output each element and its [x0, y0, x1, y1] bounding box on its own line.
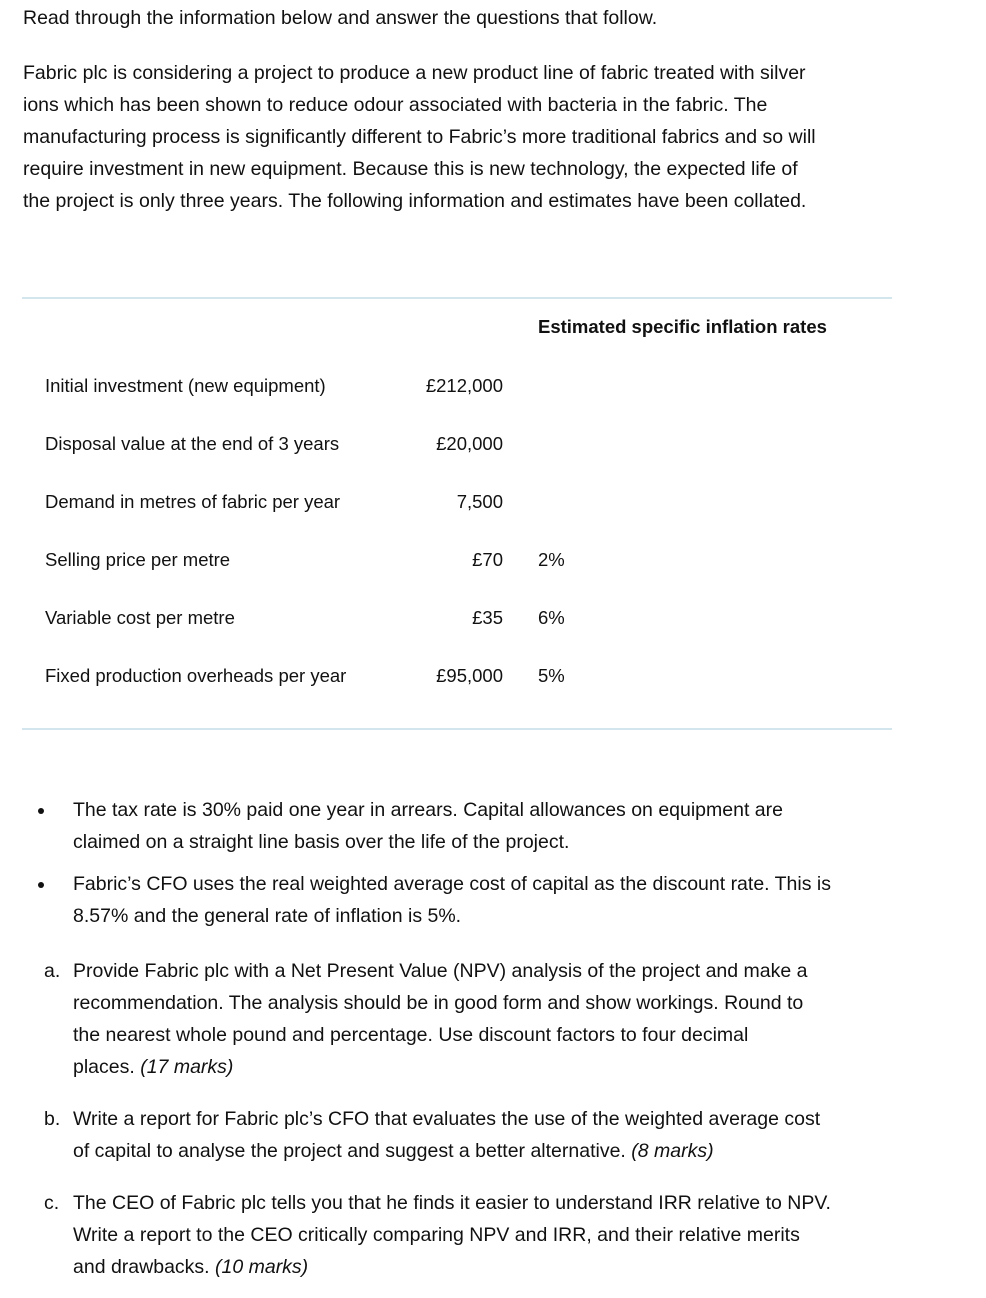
question-line: Write a report for Fabric plc’s CFO that evaluates the use of the weighted average cost [73, 1108, 821, 1130]
table-row [0, 375, 986, 401]
intro-text: Read through the information below and answer the questions that follow. [23, 7, 658, 29]
table-row [0, 665, 986, 691]
table-row [0, 607, 986, 633]
paragraph-line: ions which has been shown to reduce odour associated with bacteria in the fabric. The [23, 94, 768, 116]
paragraph-line: Fabric plc is considering a project to produce a new product line of fabric treated with silver [23, 62, 806, 84]
paragraph-line: manufacturing process is significantly different to Fabric’s more traditional fabrics and so will [23, 126, 816, 148]
row-value: £20,000 [436, 433, 503, 454]
question-line: Provide Fabric plc with a Net Present Value (NPV) analysis of the project and make a [73, 960, 808, 982]
row-inflation: 6% [538, 607, 565, 628]
row-value: 7,500 [456, 491, 503, 512]
row-inflation: 2% [538, 549, 565, 570]
question-marks: (8 marks) [631, 1140, 714, 1162]
bullet-dot-icon [38, 882, 44, 888]
table-bottom-divider [22, 728, 892, 730]
row-value: £95,000 [436, 665, 503, 686]
table-row [0, 549, 986, 575]
table-row [0, 433, 986, 459]
question-marker: a. [44, 960, 61, 982]
row-label: Selling price per metre [45, 549, 231, 570]
bullet-dot-icon [38, 808, 44, 814]
row-label: Variable cost per metre [45, 607, 235, 628]
table-top-divider [22, 297, 892, 299]
row-label: Fixed production overheads per year [45, 665, 347, 686]
question-line: and drawbacks. [73, 1256, 210, 1278]
question-line: recommendation. The analysis should be in good form and show workings. Round to [73, 992, 804, 1014]
question-line: of capital to analyse the project and suggest a better alternative. [73, 1140, 626, 1162]
question-marks: (17 marks) [140, 1056, 234, 1078]
question-marker: b. [44, 1108, 61, 1130]
bullet-line: 8.57% and the general rate of inflation is 5%. [73, 905, 462, 927]
row-inflation: 5% [538, 665, 565, 686]
question-line: Write a report to the CEO critically comparing NPV and IRR, and their relative merits [73, 1224, 800, 1246]
bullet-line: claimed on a straight line basis over the life of the project. [73, 831, 570, 853]
paragraph-line: require investment in new equipment. Because this is new technology, the expected life of [23, 158, 798, 180]
paragraph-line: the project is only three years. The following information and estimates have been collated. [23, 190, 807, 212]
question-marker: c. [44, 1192, 60, 1214]
row-value: £212,000 [425, 375, 503, 396]
row-label: Initial investment (new equipment) [45, 375, 326, 396]
table-row [0, 491, 986, 517]
question-line: the nearest whole pound and percentage. Use discount factors to four decimal [73, 1024, 749, 1046]
question-line: The CEO of Fabric plc tells you that he finds it easier to understand IRR relative to NPV. [73, 1192, 831, 1214]
question-marks: (10 marks) [215, 1256, 309, 1278]
row-value: £35 [472, 607, 503, 628]
inflation-column-header: Estimated specific inflation rates [538, 316, 827, 337]
scenario-paragraph [23, 57, 903, 217]
bullet-line: The tax rate is 30% paid one year in arrears. Capital allowances on equipment are [73, 799, 783, 821]
row-label: Disposal value at the end of 3 years [45, 433, 340, 454]
row-label: Demand in metres of fabric per year [45, 491, 341, 512]
row-value: £70 [472, 549, 503, 570]
bullet-line: Fabric’s CFO uses the real weighted average cost of capital as the discount rate. This is [73, 873, 831, 895]
question-line: places. [73, 1056, 135, 1078]
